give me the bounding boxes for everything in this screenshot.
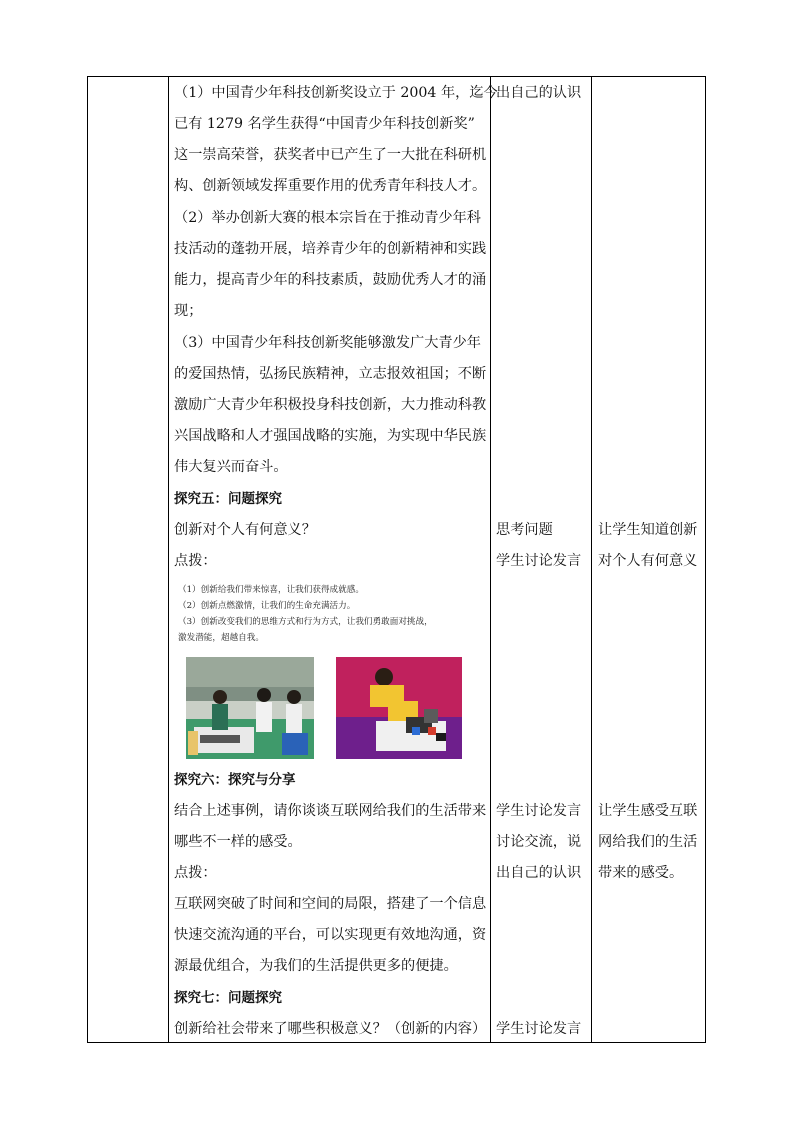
activity-text: 出自己的认识 xyxy=(496,865,582,881)
student-activity-column xyxy=(496,77,588,1042)
figure-text-line: （3）创新改变我们的思维方式和行为方式，让我们勇敢面对挑战， xyxy=(178,617,433,627)
question-7: 创新给社会带来了哪些积极意义？（创新的内容） xyxy=(174,1021,487,1037)
activity-text: 思考问题 xyxy=(496,522,553,538)
column-divider xyxy=(168,77,169,1042)
text-line: 现； xyxy=(174,303,203,319)
text-line: 技活动的蓬勃开展，培养青少年的创新精神和实践 xyxy=(174,241,487,257)
activity-text: 讨论交流，说 xyxy=(496,834,582,850)
text-line: 的爱国热情，弘扬民族精神，立志报效祖国；不断 xyxy=(174,366,487,382)
text-line: （1）中国青少年科技创新奖设立于 2004 年，迄今 xyxy=(174,85,498,101)
answer-6-line: 互联网突破了时间和空间的局限，搭建了一个信息 xyxy=(174,896,487,912)
text-line: 兴国战略和人才强国战略的实施，为实现中华民族 xyxy=(174,428,487,444)
intent-text: 让学生知道创新 xyxy=(598,522,698,538)
text-line: 构、创新领域发挥重要作用的优秀青年科技人才。 xyxy=(174,178,487,194)
section-heading-5: 探究五：问题探究 xyxy=(174,491,282,507)
text-line: 伟大复兴而奋斗。 xyxy=(174,459,288,475)
content-column xyxy=(174,77,498,1042)
text-line: 这一崇高荣誉，获奖者中已产生了一大批在科研机 xyxy=(174,147,487,163)
robot-photo xyxy=(336,657,462,759)
column-divider xyxy=(591,77,592,1042)
figure-text-line: 激发潜能，超越自我。 xyxy=(178,633,264,643)
section-heading-6: 探究六：探究与分享 xyxy=(174,772,296,788)
answer-6-line: 源最优组合，为我们的生活提供更多的便捷。 xyxy=(174,958,458,974)
question-6-line: 结合上述事例，请你谈谈互联网给我们的生活带来 xyxy=(174,803,487,819)
activity-text: 出自己的认识 xyxy=(496,85,582,101)
text-line: （2）举办创新大赛的根本宗旨在于推动青少年科 xyxy=(174,210,481,226)
lesson-table xyxy=(87,76,706,1043)
section-heading-7: 探究七：问题探究 xyxy=(174,990,282,1006)
text-line: （3）中国青少年科技创新奖能够激发广大青少年 xyxy=(174,335,481,351)
students-photo xyxy=(186,657,314,759)
hint-label: 点拨： xyxy=(174,865,217,881)
text-line: 已有 1279 名学生获得“中国青少年科技创新奖” xyxy=(174,116,475,132)
activity-text: 学生讨论发言 xyxy=(496,1021,582,1037)
intent-text: 对个人有何意义 xyxy=(598,553,698,569)
answer-6-line: 快速交流沟通的平台，可以实现更有效地沟通，资 xyxy=(174,927,487,943)
hint-label: 点拨： xyxy=(174,553,217,569)
intent-text: 网给我们的生活 xyxy=(598,834,698,850)
column-divider xyxy=(490,77,491,1042)
question-5: 创新对个人有何意义？ xyxy=(174,522,316,538)
inserted-figure xyxy=(178,581,478,761)
figure-text-line: （2）创新点燃激情，让我们的生命充满活力。 xyxy=(178,601,356,611)
design-intent-column xyxy=(598,77,704,1042)
question-6-line: 哪些不一样的感受。 xyxy=(174,834,302,850)
activity-text: 学生讨论发言 xyxy=(496,803,582,819)
figure-text-line: （1）创新给我们带来惊喜，让我们获得成就感。 xyxy=(178,585,364,595)
text-line: 能力，提高青少年的科技素质，鼓励优秀人才的涌 xyxy=(174,272,487,288)
intent-text: 让学生感受互联 xyxy=(598,803,698,819)
activity-text: 学生讨论发言 xyxy=(496,553,582,569)
text-line: 激励广大青少年积极投身科技创新，大力推动科教 xyxy=(174,397,487,413)
intent-text: 带来的感受。 xyxy=(598,865,684,881)
